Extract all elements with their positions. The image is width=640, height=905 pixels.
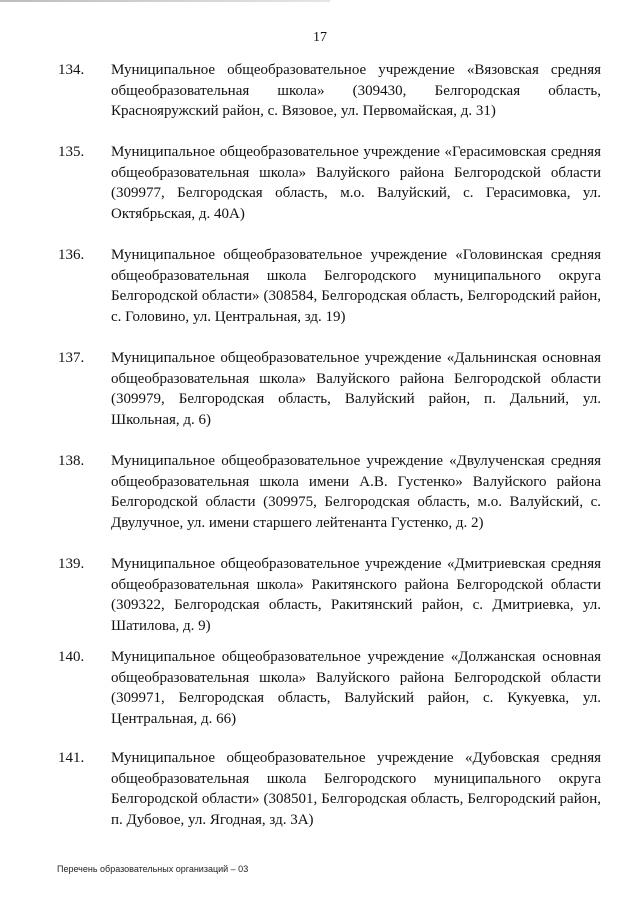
item-text: Муниципальное общеобразовательное учреждение «Герасимовская средняя общеобразовательная школа» Валуйского района Белгородской области (309977, Белгородская область, м.о. Валуйский, с. Герасимовка, ул. Октябрьская, д. 40А) [111,144,601,222]
item-number: 137. [58,350,85,366]
item-text: Муниципальное общеобразовательное учреждение «Вязовская средняя общеобразовательная школа» (309430, Белгородская область, Краснояружский район, с. Вязовое, ул. Первомайская, д. 31) [111,62,601,120]
item-text: Муниципальное общеобразовательное учреждение «Должанская основная общеобразовательная школа» Валуйского района Белгородской области (309971, Белгородская область, Валуйский район, с. Кукуевка, ул. Центральная, д. 66) [111,649,601,727]
item-text: Муниципальное общеобразовательное учреждение «Головинская средняя общеобразовательная школа Белгородского муниципального округа Белгородской области» (308584, Белгородская область, Белгородский район, с. Головино, ул. Центральная, зд. 19) [111,247,601,325]
item-number: 135. [58,144,85,160]
item-text: Муниципальное общеобразовательное учреждение «Дмитриевская средняя общеобразовательная школа» Ракитянского района Белгородской области (309322, Белгородская область, Ракитянский район, с. Дмитриевка, ул. Шатилова, д. 9) [111,556,601,634]
item-number: 140. [58,649,85,665]
item-number: 138. [58,453,85,469]
item-text: Муниципальное общеобразовательное учреждение «Двулученская средняя общеобразовательная школа имени А.В. Густенко» Валуйского района Белгородской области (309975, Белгородская область, м.о. Валуйский, с. Двулучное, ул. имени старшего лейтенанта Густенко, д. 2) [111,453,601,531]
top-rule [0,0,330,2]
item-number: 139. [58,556,85,572]
item-text: Муниципальное общеобразовательное учреждение «Дубовская средняя общеобразовательная школа Белгородского муниципального округа Белгородской области» (308501, Белгородская область, Белгородский район, п. Дубовое, ул. Ягодная, зд. 3А) [111,750,601,828]
item-text: Муниципальное общеобразовательное учреждение «Дальнинская основная общеобразовательная школа» Валуйского района Белгородской области (309979, Белгородская область, Валуйский район, п. Дальний, ул. Школьная, д. 6) [111,350,601,428]
item-number: 134. [58,62,85,78]
item-number: 141. [58,750,85,766]
page-number: 17 [313,30,327,45]
footer-note: Перечень образовательных организаций – 03 [57,864,249,874]
item-number: 136. [58,247,85,263]
